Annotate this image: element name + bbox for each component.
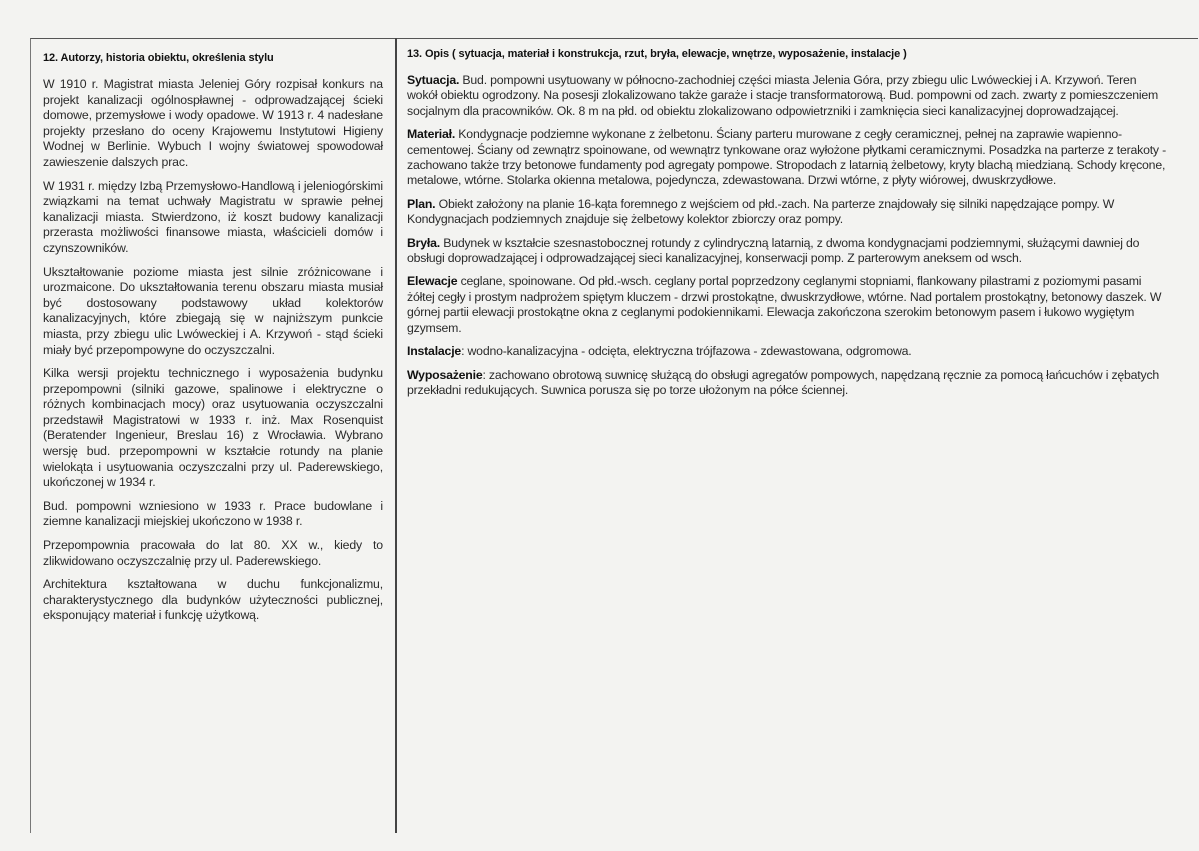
description-heading: 13. Opis ( sytuacja, materiał i konstrukcja, rzut, bryła, elewacje, wnętrze, wyposażenie, instalacje ) bbox=[407, 48, 907, 60]
section-label: Plan. bbox=[407, 196, 436, 211]
history-paragraph: Bud. pompowni wzniesiono w 1933 r. Prace budowlane i ziemne kanalizacji miejskiej ukończono w 1938 r. bbox=[43, 498, 383, 529]
history-column bbox=[43, 52, 383, 632]
section-label: Elewacje bbox=[407, 274, 458, 289]
section-massing bbox=[407, 236, 1169, 267]
section-text: : zachowano obrotową suwnicę służącą do obsługi agregatów pompowych, napędzaną ręcznie za pomocą łańcuchów i zębatych przekładni redukujących. Suwnica porusza się po torze ułożonym na półce ściennej. bbox=[407, 367, 1160, 397]
section-equipment bbox=[407, 368, 1169, 399]
section-installations bbox=[407, 344, 1169, 359]
history-paragraph: W 1910 r. Magistrat miasta Jeleniej Góry rozpisał konkurs na projekt kanalizacji ogólnospławnej - odprowadzającej ścieki domowe, przemysłowe i wody opadowe. W 1913 r. 4 nadesłane projekty przesłano do oceny Krajowemu Instytutowi Higieny Wodnej w Berlinie. Wybuch I wojny światowej spowodował zawieszenie dalszych prac. bbox=[43, 77, 383, 169]
section-label: Bryła. bbox=[407, 235, 440, 250]
section-text: Bud. pompowni usytuowany w północno-zachodniej części miasta Jelenia Góra, przy zbiegu ulic Lwóweckiej i A. Krzywoń. Teren wokół obiektu ogrodzony. Na posesji zlokalizowano także garaże i stacje transformatorową. Bud. pompowni od zach. zwarty z pomieszczeniem socjalnym dla pracowników. Ok. 8 m na płd. od obiektu zlokalizowano odpowietrzniki i zamknięcia sieci kanalizacyjnej doprowadzającej. bbox=[407, 73, 1159, 118]
section-label: Wyposażenie bbox=[407, 367, 483, 382]
section-situation bbox=[407, 73, 1169, 119]
history-paragraph: Przepompownia pracowała do lat 80. XX w., kiedy to zlikwidowano oczyszczalnię przy ul. Paderewskiego. bbox=[43, 538, 383, 568]
column-divider bbox=[395, 38, 397, 833]
description-column bbox=[407, 48, 1169, 406]
section-material bbox=[407, 127, 1169, 189]
history-paragraph: Architektura kształtowana w duchu funkcjonalizmu, charakterystycznego dla budynków użyteczności publicznej, eksponujący materiał i funkcję użytkową. bbox=[43, 577, 383, 623]
section-label: Sytuacja. bbox=[407, 73, 460, 87]
section-text: Kondygnacje podziemne wykonane z żelbetonu. Ściany parteru murowane z cegły ceramicznej, pełnej na zaprawie wapienno-cementowej. Ściany od zewnątrz spoinowane, od wewnątrz tynkowane oraz wyłożone płytkami ceramicznymi. Posadzka na parterze z terakoty - zachowano także trzy betonowe fundamenty pod agregaty pompowe. Stropodach z latarnią żelbetowy, kryty blachą miedzianą. Schody kręcone, metalowe, wtórne. Stolarka okienna metalowa, pojedyncza, zdewastowana. Drzwi wtórne, z płyty wiórowej, dwuskrzydłowe. bbox=[407, 127, 1166, 188]
section-text: Budynek w kształcie szesnastobocznej rotundy z cylindryczną latarnią, z dwoma kondygnacjami podziemnymi, służącymi dawniej do obsługi doprowadzającej i odprowadzającej sieci kanalizacyjnej, konserwacji pomp. Z parterowym aneksem od wsch. bbox=[407, 235, 1140, 266]
section-label: Instalacje bbox=[407, 344, 462, 359]
section-plan bbox=[407, 197, 1169, 228]
history-heading: 12. Autorzy, historia obiektu, określenia stylu bbox=[43, 52, 274, 64]
history-paragraph: Kilka wersji projektu technicznego i wyposażenia budynku przepompowni (silniki gazowe, spalinowe i elektryczne o różnych kombinacjach mocy) oraz usytuowania oczyszczalni przedstawił Magistratowi w 1933 r. inż. Max Rosenquist (Beratender Ingenieur, Breslau 16) z Wrocławia. Wybrano wersję bud. przepompowni w kształcie rotundy na planie wielokąta i usytuowania oczyszczalni przy ul. Paderewskiego, ukończonej w 1934 r. bbox=[43, 366, 383, 490]
section-text: : wodno-kanalizacyjna - odcięta, elektryczna trójfazowa - zdewastowana, odgromowa. bbox=[461, 344, 912, 359]
history-paragraph: W 1931 r. między Izbą Przemysłowo-Handlową i jeleniogórskimi związkami na temat uchwały Magistratu w sprawie pełnej kanalizacji miasta. Stwierdzono, iż koszt budowy kanalizacji przerasta możliwości finansowe miasta, właścicieli domów i czynszowników. bbox=[43, 178, 383, 255]
history-paragraph: Ukształtowanie poziome miasta jest silnie zróżnicowane i urozmaicone. Do ukształtowania terenu obszaru miasta musiał być dostosowany podstawowy układ kolektorów kanalizacyjnych, które zbiegają się w najniższym punkcie miasta, przy zbiegu ulic Lwóweckiej i A. Krzywoń - stąd ścieki miały być przepompowyne do oczyszczalni. bbox=[43, 264, 383, 357]
section-text: Obiekt założony na planie 16-kąta foremnego z wejściem od płd.-zach. Na parterze znajdowały się silniki napędzające pompy. W Kondygnacjach podziemnych znajduje się żelbetowy kolektor zbiorczy oraz pompy. bbox=[407, 196, 1115, 227]
section-elevations bbox=[407, 274, 1169, 336]
section-text: ceglane, spoinowane. Od płd.-wsch. ceglany portal poprzedzony ceglanymi stopniami, flankowany pilastrami z poziomymi pasami żółtej cegły i prostym nadprożem spiętym kluczem - drzwi prostokątne, dwuskrzydłowe, wtórne. Nad portalem prostokątny, betonowy daszek. W górnej partii elewacji prostokątne okna z ceglanymi podokiennikami. Elewacja zakończona szerokim betonowym pasem i łukowo wygiętym gzymsem. bbox=[407, 274, 1162, 335]
section-label: Materiał. bbox=[407, 127, 456, 142]
